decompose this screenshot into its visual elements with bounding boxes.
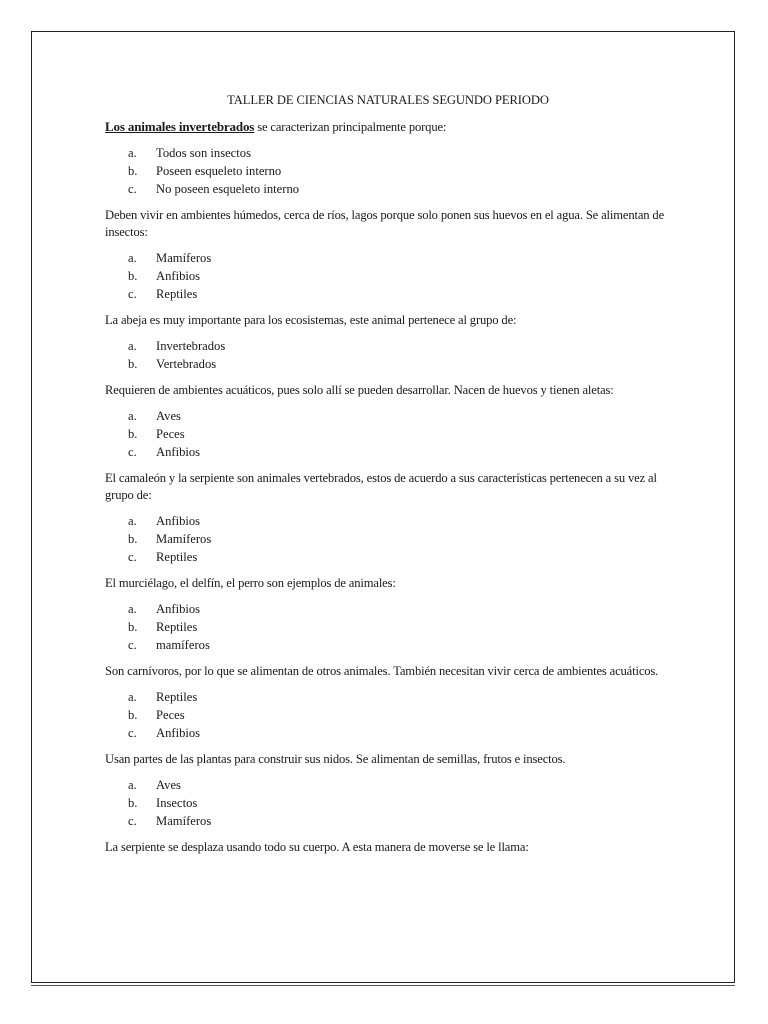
- option-letter: a.: [128, 146, 137, 160]
- option-text: Reptiles: [156, 550, 198, 564]
- option-letter: a.: [128, 778, 137, 792]
- option-item: [105, 688, 665, 706]
- option-item: [105, 267, 665, 285]
- option-item: [105, 180, 665, 198]
- option-item: [105, 443, 665, 461]
- option-item: [105, 337, 665, 355]
- document-title: TALLER DE CIENCIAS NATURALES SEGUNDO PERIODO: [227, 93, 549, 107]
- option-letter: c.: [128, 814, 137, 828]
- option-item: [105, 249, 665, 267]
- option-letter: c.: [128, 550, 137, 564]
- option-text: Peces: [156, 427, 185, 441]
- option-letter: a.: [128, 251, 137, 265]
- option-letter: a.: [128, 514, 137, 528]
- option-text: Reptiles: [156, 690, 198, 704]
- option-text: Mamíferos: [156, 251, 212, 265]
- question-8-options: [105, 776, 665, 830]
- option-letter: b.: [128, 532, 138, 546]
- question-8: Usan partes de las plantas para construir sus nidos. Se alimentan de semillas, frutos e insectos.: [105, 752, 566, 766]
- option-text: Anfibios: [156, 514, 201, 528]
- question-1-text: se caracterizan principalmente porque:: [254, 120, 447, 134]
- option-item: [105, 530, 665, 548]
- question-5: El camaleón y la serpiente son animales vertebrados, estos de acuerdo a sus características pertenecen a su vez al grupo de:: [105, 471, 657, 502]
- option-text: Vertebrados: [156, 357, 217, 371]
- question-4: Requieren de ambientes acuáticos, pues solo allí se pueden desarrollar. Nacen de huevos y tienen aletas:: [105, 383, 614, 397]
- option-letter: b.: [128, 620, 138, 634]
- option-item: [105, 407, 665, 425]
- question-1: [105, 118, 665, 136]
- option-item: [105, 285, 665, 303]
- option-item: [105, 794, 665, 812]
- option-letter: c.: [128, 726, 137, 740]
- option-text: Mamíferos: [156, 814, 212, 828]
- option-letter: c.: [128, 638, 137, 652]
- question-9: La serpiente se desplaza usando todo su cuerpo. A esta manera de moverse se le llama:: [105, 840, 529, 854]
- option-item: [105, 355, 665, 373]
- option-letter: a.: [128, 409, 137, 423]
- option-item: [105, 162, 665, 180]
- option-text: Anfibios: [156, 269, 201, 283]
- option-text: No poseen esqueleto interno: [156, 182, 300, 196]
- option-text: Aves: [156, 778, 181, 792]
- option-item: [105, 425, 665, 443]
- option-item: [105, 724, 665, 742]
- question-2: Deben vivir en ambientes húmedos, cerca de ríos, lagos porque solo ponen sus huevos en el agua. Se alimentan de insectos:: [105, 208, 665, 239]
- option-letter: a.: [128, 339, 137, 353]
- option-text: Mamíferos: [156, 532, 212, 546]
- option-text: Poseen esqueleto interno: [156, 164, 282, 178]
- question-6-options: [105, 600, 665, 654]
- option-letter: b.: [128, 796, 138, 810]
- option-text: Todos son insectos: [156, 146, 251, 160]
- option-letter: a.: [128, 602, 137, 616]
- question-7-options: [105, 688, 665, 742]
- question-1-options: [105, 144, 665, 198]
- question-3-options: [105, 337, 665, 373]
- option-item: [105, 776, 665, 794]
- question-6: El murciélago, el delfín, el perro son ejemplos de animales:: [105, 576, 396, 590]
- option-letter: b.: [128, 269, 138, 283]
- option-letter: c.: [128, 445, 137, 459]
- option-text: Reptiles: [156, 287, 198, 301]
- question-1-emphasis: Los animales invertebrados: [105, 119, 255, 134]
- option-text: mamíferos: [156, 638, 210, 652]
- option-item: [105, 636, 665, 654]
- question-4-options: [105, 407, 665, 461]
- option-item: [105, 618, 665, 636]
- option-item: [105, 144, 665, 162]
- option-text: Invertebrados: [156, 339, 226, 353]
- option-text: Aves: [156, 409, 181, 423]
- option-letter: b.: [128, 708, 138, 722]
- option-item: [105, 600, 665, 618]
- option-item: [105, 512, 665, 530]
- question-2-options: [105, 249, 665, 303]
- option-letter: c.: [128, 182, 137, 196]
- document-body: [105, 92, 665, 864]
- option-item: [105, 706, 665, 724]
- option-text: Reptiles: [156, 620, 198, 634]
- question-7: Son carnívoros, por lo que se alimentan de otros animales. También necesitan vivir cerca de ambientes acuáticos.: [105, 664, 659, 678]
- option-letter: c.: [128, 287, 137, 301]
- option-text: Anfibios: [156, 726, 201, 740]
- page-bottom-rule: [31, 985, 735, 986]
- option-letter: a.: [128, 690, 137, 704]
- option-text: Insectos: [156, 796, 198, 810]
- option-text: Anfibios: [156, 445, 201, 459]
- option-text: Anfibios: [156, 602, 201, 616]
- option-letter: b.: [128, 427, 138, 441]
- option-letter: b.: [128, 357, 138, 371]
- option-item: [105, 548, 665, 566]
- question-3: La abeja es muy importante para los ecosistemas, este animal pertenece al grupo de:: [105, 313, 517, 327]
- question-5-options: [105, 512, 665, 566]
- option-text: Peces: [156, 708, 185, 722]
- option-letter: b.: [128, 164, 138, 178]
- option-item: [105, 812, 665, 830]
